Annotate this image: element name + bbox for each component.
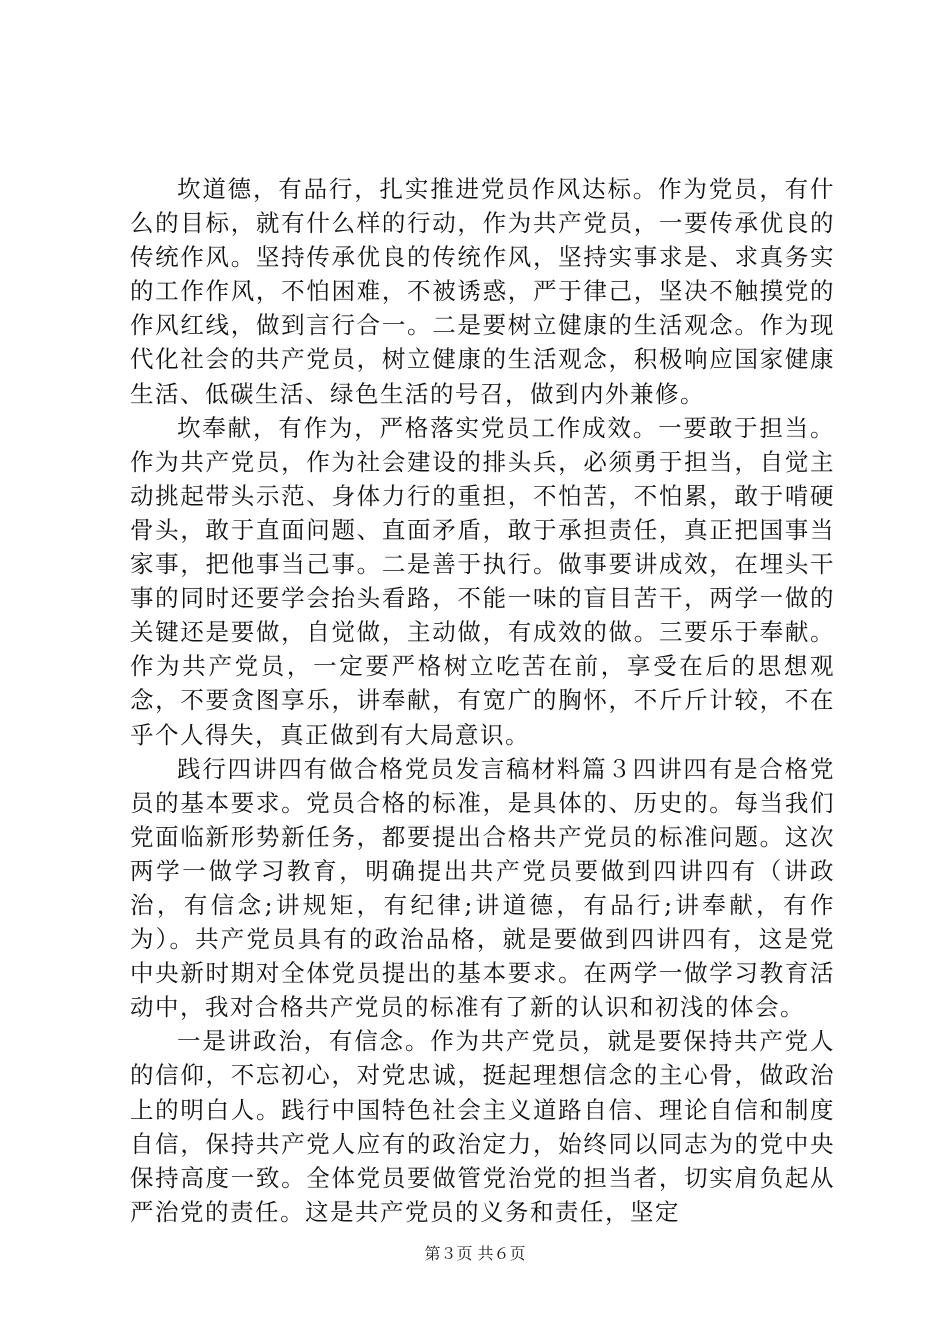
paragraph: 一是讲政治，有信念。作为共产党员，就是要保持共产党人的信仰，不忘初心，对党忠诚，挺起理想信念的主心骨，做政治上的明白人。践行中国特色社会主义道路自信、理论自信和制度自信，保持共产党人应有的政治定力，始终同以同志为的党中央保持高度一致。全体党员要做管党治党的担当者，切实肩负起从严治党的责任。这是共产党员的义务和责任，坚定 [130, 1027, 835, 1226]
document-body [130, 172, 835, 1229]
paragraph: 坎道德，有品行，扎实推进党员作风达标。作为党员，有什么的目标，就有什么样的行动，作为共产党员，一要传承优良的传统作风。坚持传承优良的传统作风，坚持实事求是、求真务实的工作作风，不怕困难，不被诱惑，严于律己，坚决不触摸党的作风红线，做到言行合一。二是要树立健康的生活观念。作为现代化社会的共产党员，树立健康的生活观念，积极响应国家健康生活、低碳生活、绿色生活的号召，做到内外兼修。 [130, 175, 835, 408]
page-footer: 第３页 共６页 [424, 1244, 526, 1263]
paragraph: 坎奉献，有作为，严格落实党员工作成效。一要敢于担当。作为共产党员，作为社会建设的排头兵，必须勇于担当，自觉主动挑起带头示范、身体力行的重担，不怕苦，不怕累，敢于啃硬骨头，敢于直面问题、直面矛盾，敢于承担责任，真正把国事当家事，把他事当己事。二是善于执行。做事要讲成效，在埋头干事的同时还要学会抬头看路，不能一味的盲目苦干，两学一做的关键还是要做，自觉做，主动做，有成效的做。三要乐于奉献。作为共产党员，一定要严格树立吃苦在前，享受在后的思想观念，不要贪图享乐，讲奉献，有宽广的胸怀，不斤斤计较，不在乎个人得失，真正做到有大局意识。 [130, 413, 835, 749]
paragraph: 践行四讲四有做合格党员发言稿材料篇３四讲四有是合格党员的基本要求。党员合格的标准，是具体的、历史的。每当我们党面临新形势新任务，都要提出合格共产党员的标准问题。这次两学一做学习教育，明确提出共产党员要做到四讲四有（讲政治，有信念;讲规矩，有纪律;讲道德，有品行;讲奉献，有作为）。共产党员具有的政治品格，就是要做到四讲四有，这是党中央新时期对全体党员提出的基本要求。在两学一做学习教育活动中，我对合格共产党员的标准有了新的认识和初浅的体会。 [130, 754, 835, 1022]
